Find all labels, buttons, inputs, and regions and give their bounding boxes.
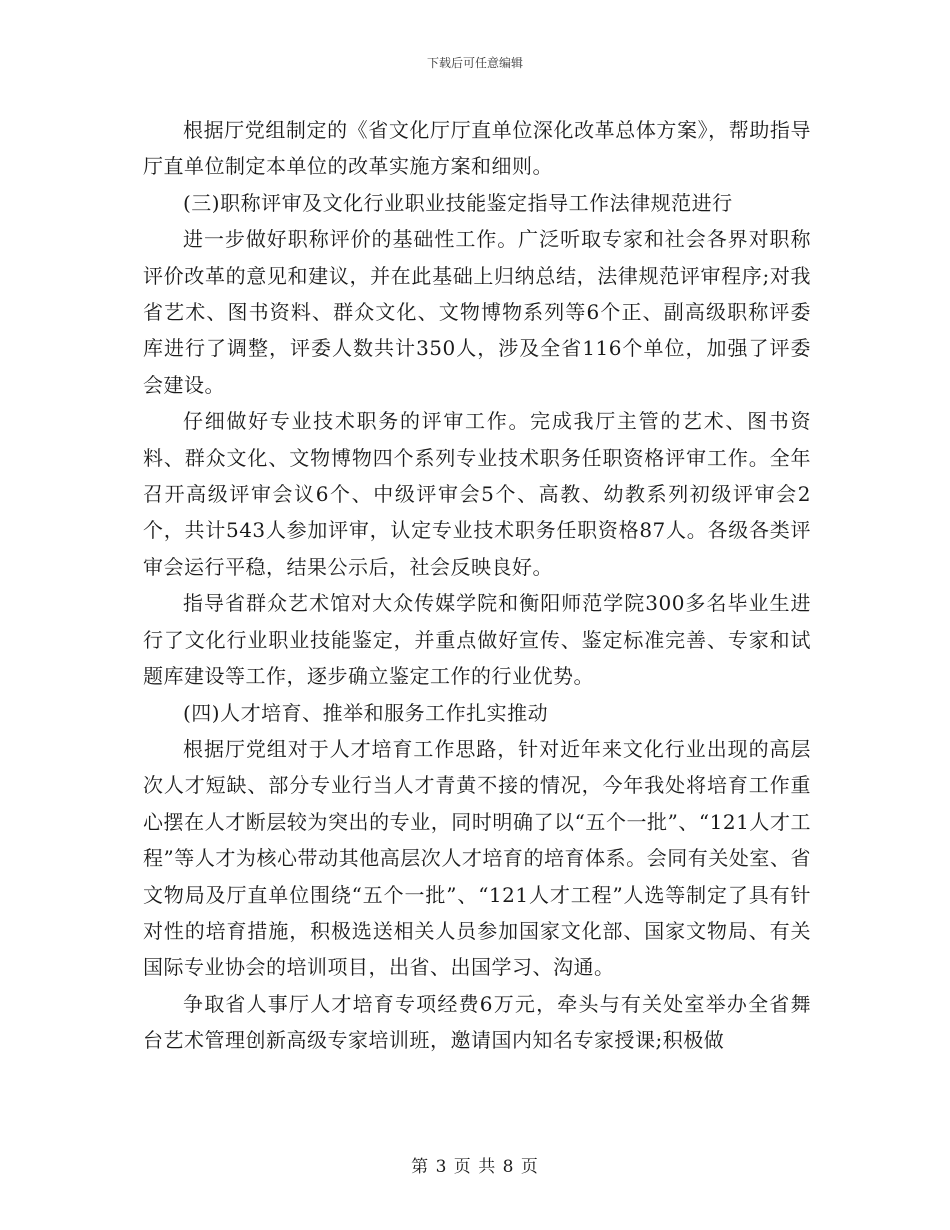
section-heading-3: (三)职称评审及文化行业职业技能鉴定指导工作法律规范进行 — [183, 190, 733, 215]
page-number-footer: 第 3 页 共 8 页 — [411, 1157, 539, 1177]
page-header-note: 下载后可任意编辑 — [426, 56, 523, 70]
document-body — [143, 112, 811, 1059]
section-heading-4: (四)人才培育、推举和服务工作扎实推动 — [183, 700, 549, 725]
paragraph-5: 根据厅党组对于人才培育工作思路，针对近年来文化行业出现的高层次人才短缺、部分专业行当人才青黄不接的情况，今年我处将培育工作重心摆在人才断层较为突出的专业，同时明确了以“五个一批”、“121人才工程”等人才为核心带动其他高层次人才培育的培育体系。会同有关处室、省文物局及厅直单位围绕“五个一批”、“121人才工程”人选等制定了具有针对性的培育措施，积极选送相关人员参加国家文化部、国家文物局、有关国际专业协会的培训项目，出省、出国学习、沟通。 — [143, 736, 811, 980]
paragraph-6: 争取省人事厅人才培育专项经费6万元，牵头与有关处室举办全省舞台艺术管理创新高级专家培训班，邀请国内知名专家授课;积极做 — [143, 991, 811, 1053]
paragraph-2: 进一步做好职称评价的基础性工作。广泛听取专家和社会各界对职称评价改革的意见和建议，并在此基础上归纳总结，法律规范评审程序;对我省艺术、图书资料、群众文化、文物博物系列等6个正、副高级职称评委库进行了调整，评委人数共计350人，涉及全省116个单位，加强了评委会建设。 — [143, 227, 811, 397]
paragraph-1: 根据厅党组制定的《省文化厅厅直单位深化改革总体方案》，帮助指导厅直单位制定本单位的改革实施方案和细则。 — [143, 118, 811, 179]
paragraph-4: 指导省群众艺术馆对大众传媒学院和衡阳师范学院300多名毕业生进行了文化行业职业技能鉴定，并重点做好宣传、鉴定标准完善、专家和试题库建设等工作，逐步确立鉴定工作的行业优势。 — [143, 591, 811, 689]
paragraph-3: 仔细做好专业技术职务的评审工作。完成我厅主管的艺术、图书资料、群众文化、文物博物四个系列专业技术职务任职资格评审工作。全年召开高级评审会议6个、中级评审会5个、高教、幼教系列初级评审会2个，共计543人参加评审，认定专业技术职务任职资格87人。各级各类评审会运行平稳，结果公示后，社会反映良好。 — [143, 409, 811, 579]
